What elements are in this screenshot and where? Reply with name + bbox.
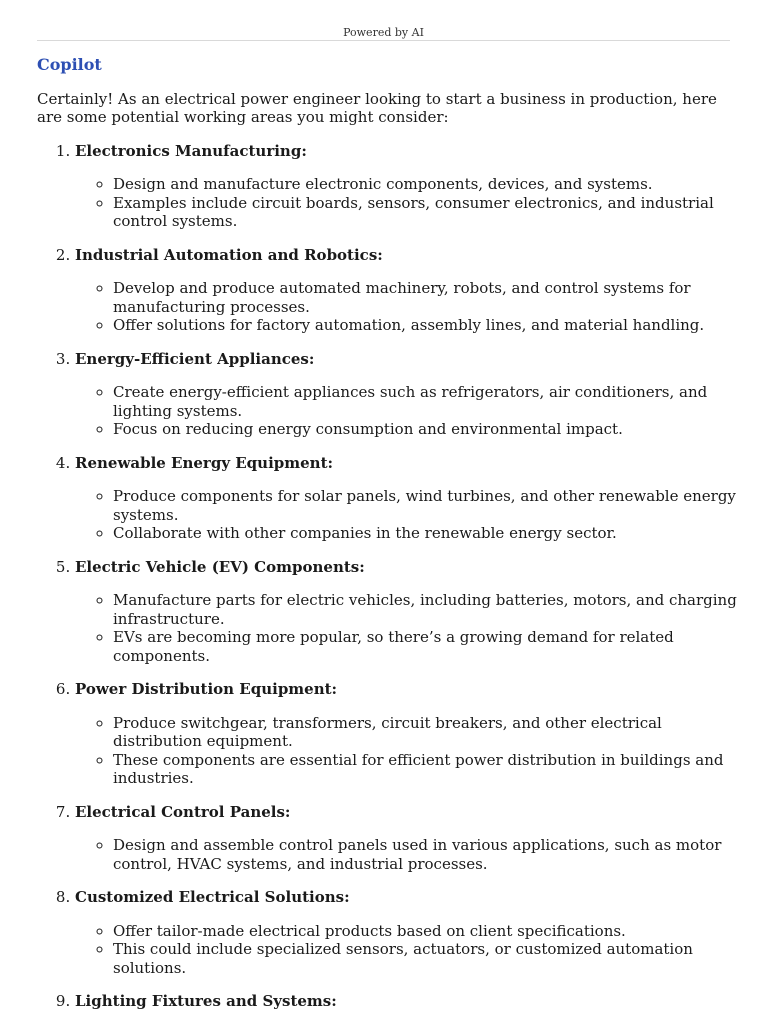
area-title: 3. Energy-Efficient Appliances: xyxy=(75,349,315,368)
area-title: 5. Electric Vehicle (EV) Components: xyxy=(75,557,365,576)
list-item xyxy=(75,558,737,666)
list-item xyxy=(75,350,737,439)
area-points xyxy=(75,383,737,439)
bullet-point: ◦ Design and manufacture electronic components, devices, and systems. xyxy=(113,175,737,194)
intro-paragraph: Certainly! As an electrical power engineer looking to start a business in production, here are some potential working areas you might consider: xyxy=(37,89,717,126)
message-content xyxy=(37,56,737,1026)
area-points xyxy=(75,714,737,788)
area-title: 7. Electrical Control Panels: xyxy=(75,802,291,821)
bullet-point: ◦ Collaborate with other companies in the renewable energy sector. xyxy=(113,524,737,543)
area-title: 4. Renewable Energy Equipment: xyxy=(75,453,334,472)
list-item xyxy=(75,246,737,335)
bullet-point: ◦ Develop and produce automated machinery, robots, and control systems for manufacturing processes. xyxy=(113,279,737,316)
bullet-point: ◦ Examples include circuit boards, sensors, consumer electronics, and industrial control systems. xyxy=(113,194,737,231)
bullet-point: ◦ Offer solutions for factory automation, assembly lines, and material handling. xyxy=(113,316,737,335)
bullet-point: ◦ Offer tailor-made electrical products based on client specifications. xyxy=(113,922,737,941)
area-title: 6. Power Distribution Equipment: xyxy=(75,680,338,698)
area-title: 1. Electronics Manufacturing: xyxy=(75,141,307,160)
working-areas-list xyxy=(37,142,737,1011)
area-title: 8. Customized Electrical Solutions: xyxy=(75,888,350,906)
bullet-point: ◦ Create energy-efficient appliances such as refrigerators, air conditioners, and lighting systems. xyxy=(113,383,737,420)
bullet-point: ◦ These components are essential for efficient power distribution in buildings and industries. xyxy=(113,751,737,788)
list-item xyxy=(75,454,737,543)
bullet-point: ◦ Produce components for solar panels, wind turbines, and other renewable energy systems. xyxy=(113,487,737,524)
area-points xyxy=(75,487,737,543)
area-points xyxy=(75,922,737,978)
bullet-point: ◦ This could include specialized sensors, actuators, or customized automation solutions. xyxy=(113,940,737,977)
bullet-point: ◦ Manufacture parts for electric vehicles, including batteries, motors, and charging infrastructure. xyxy=(113,591,737,628)
list-item xyxy=(75,803,737,874)
powered-by-header: Powered by AI xyxy=(37,26,730,41)
sender-name: Copilot xyxy=(37,55,102,74)
area-points xyxy=(75,836,737,873)
bullet-point: ◦ Focus on reducing energy consumption and environmental impact. xyxy=(113,420,737,439)
list-item xyxy=(75,888,737,977)
list-item xyxy=(75,680,737,788)
bullet-point: ◦ Produce switchgear, transformers, circuit breakers, and other electrical distribution equipment. xyxy=(113,714,737,751)
area-points xyxy=(75,591,737,665)
bullet-point: ◦ Design and assemble control panels used in various applications, such as motor control, HVAC systems, and industrial processes. xyxy=(113,836,737,873)
list-item xyxy=(75,992,737,1011)
list-item xyxy=(75,142,737,231)
area-points xyxy=(75,175,737,231)
bullet-point: ◦ EVs are becoming more popular, so there’s a growing demand for related components. xyxy=(113,628,737,665)
area-points xyxy=(75,279,737,335)
area-title: 9. Lighting Fixtures and Systems: xyxy=(75,992,337,1010)
area-title: 2. Industrial Automation and Robotics: xyxy=(75,245,383,264)
